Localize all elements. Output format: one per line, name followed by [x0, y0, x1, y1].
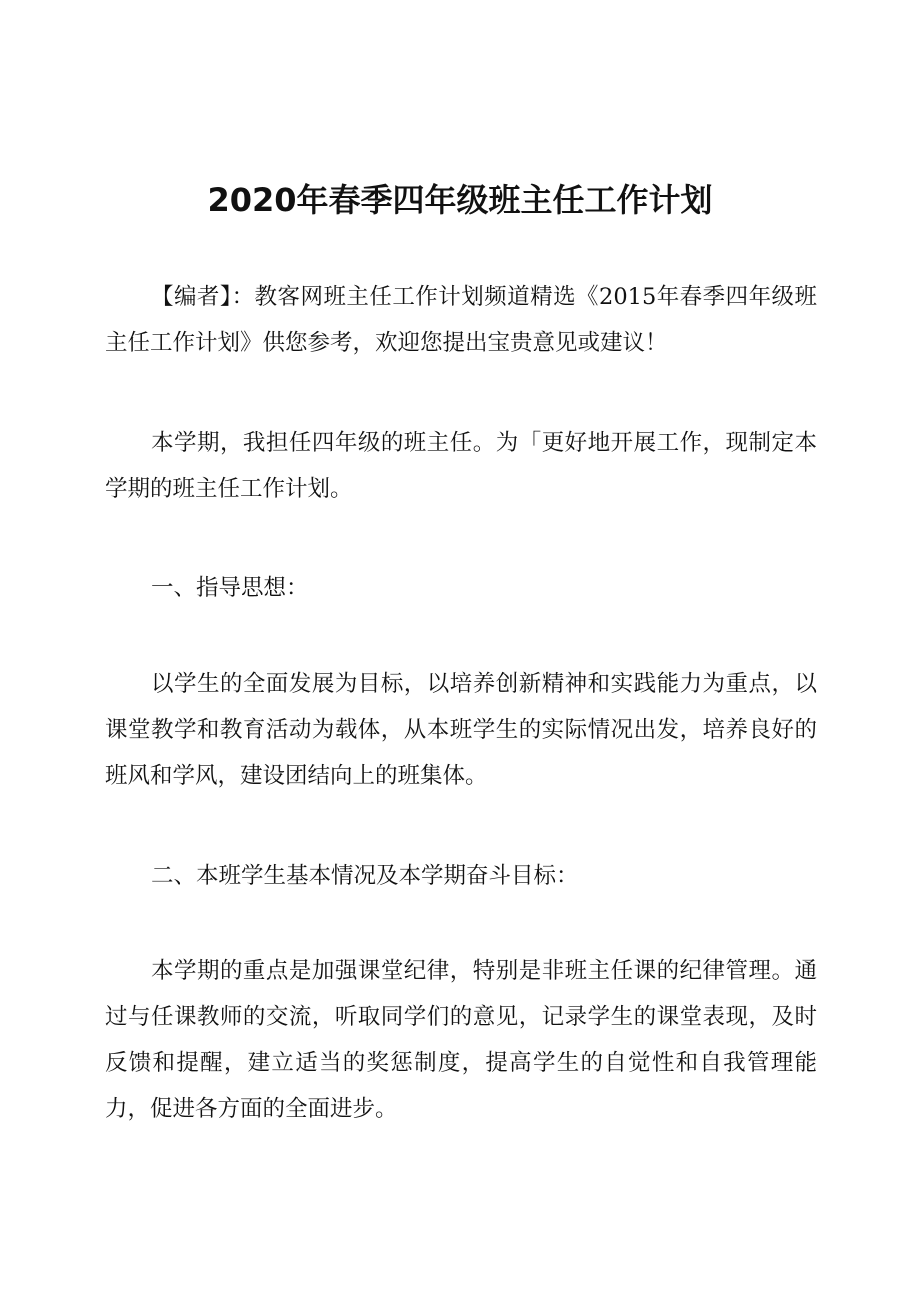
intro-paragraph: 本学期，我担任四年级的班主任。为「更好地开展工作，现制定本学期的班主任工作计划。 [105, 430, 817, 502]
class-situation-paragraph: 本学期的重点是加强课堂纪律，特别是非班主任课的纪律管理。通过与任课教师的交流，听取同学们的意见，记录学生的课堂表现，及时反馈和提醒，建立适当的奖惩制度，提高学生的自觉性和自我管理能力，促进各方面的全面进步。 [105, 958, 817, 1122]
section-heading-guiding-thought: 一、指导思想： [151, 575, 309, 601]
section-heading-class-situation: 二、本班学生基本情况及本学期奋斗目标： [151, 863, 579, 889]
document-title: 2020年春季四年级班主任工作计划 [207, 181, 713, 219]
guiding-thought-paragraph: 以学生的全面发展为目标，以培养创新精神和实践能力为重点，以课堂教学和教育活动为载体，从本班学生的实际情况出发，培养良好的班风和学风，建设团结向上的班集体。 [105, 671, 817, 789]
editor-note-paragraph: 【编者】：教客网班主任工作计划频道精选《2015年春季四年级班主任工作计划》供您参考，欢迎您提出宝贵意见或建议！ [105, 284, 817, 356]
